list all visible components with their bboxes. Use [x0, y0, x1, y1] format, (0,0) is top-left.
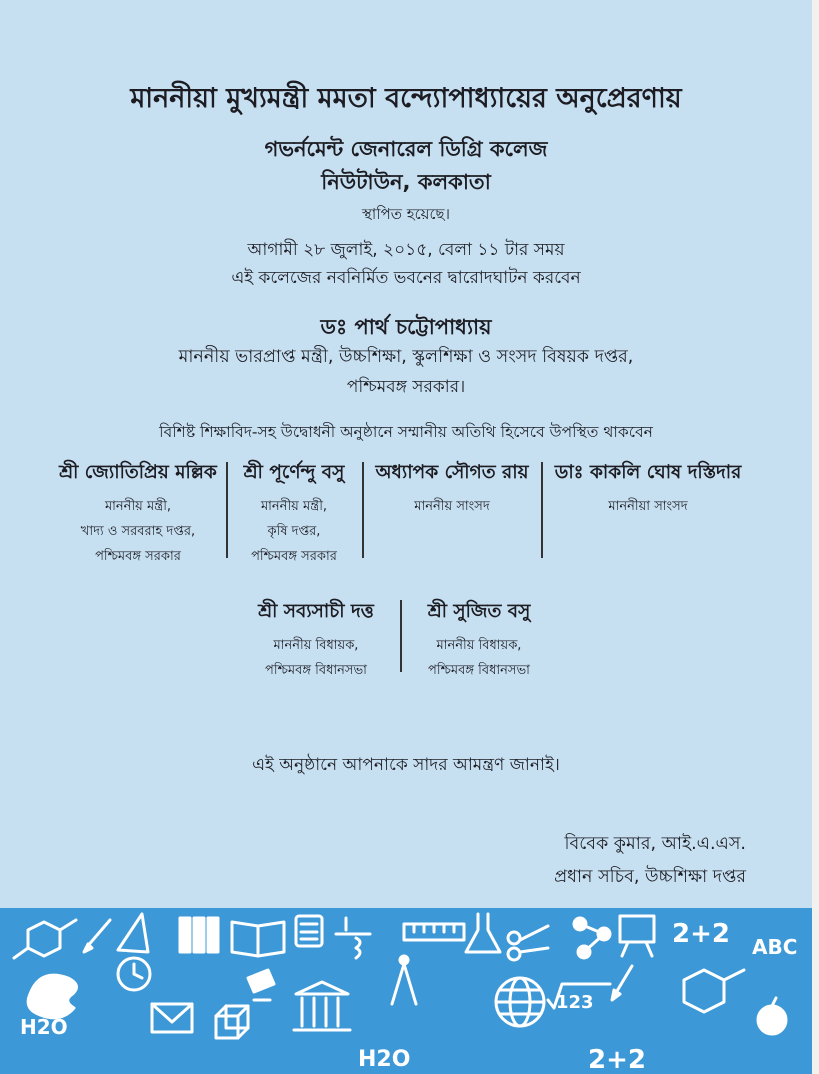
guest-name: ডাঃ কাকলি ঘোষ দস্তিদার: [554, 462, 742, 483]
formula-h2o: H2O: [20, 1015, 68, 1039]
guests-intro: বিশিষ্ট শিক্ষাবিদ-সহ উদ্বোধনী অনুষ্ঠানে সম্মানীয় অতিথি হিসেবে উপস্থিত থাকবেন: [159, 423, 653, 441]
guest-card: [364, 458, 540, 518]
guest-name: শ্রী সব্যসাচী দত্ত: [258, 601, 374, 622]
molecule-icon: [684, 970, 744, 1012]
paper-edge: [812, 0, 819, 1074]
guest-designation: মাননীয় সাংসদ: [414, 499, 490, 514]
college-location: নিউটাউন, কলকাতা: [321, 170, 491, 194]
chief-guest-designation: মাননীয় ভারপ্রাপ্ত মন্ত্রী, উচ্চশিক্ষা, স্কুলশিক্ষা ও সংসদ বিষয়ক দপ্তর,: [178, 347, 634, 367]
envelope-icon: [152, 1004, 192, 1032]
microscope-icon: [248, 970, 274, 1000]
guest-government: পশ্চিমবঙ্গ সরকার: [251, 549, 337, 564]
globe-icon: [496, 978, 544, 1026]
letters-abc: ABC: [752, 935, 798, 959]
molecule-icon: [14, 920, 76, 958]
chief-guest-name: ডঃ পার্থ চট্টোপাধ্যায়: [320, 315, 492, 339]
guest-department: কৃষি দপ্তর,: [267, 524, 321, 539]
divider: [400, 600, 402, 672]
guest-designation: মাননীয় বিধায়ক,: [436, 638, 522, 653]
formula-2plus2: 2+2: [672, 919, 730, 949]
signatory-name: বিবেক কুমার, আই.এ.এস.: [564, 834, 746, 854]
clock-icon: [118, 958, 150, 990]
formula-h2o: H2O: [358, 1047, 411, 1072]
flask-icon: [466, 914, 500, 952]
guest-card: [236, 597, 396, 682]
signatory-title: প্রধান সচিব, উচ্চশিক্ষা দপ্তর: [554, 867, 746, 887]
books-icon: [180, 918, 218, 952]
pen-icon: [612, 966, 632, 1000]
guest-designation: মাননীয় মন্ত্রী,: [260, 499, 328, 514]
guest-government: পশ্চিমবঙ্গ সরকার: [95, 549, 181, 564]
guest-card: [404, 597, 554, 682]
building-icon: [294, 982, 350, 1030]
guest-name: শ্রী পূর্ণেন্দু বসু: [243, 462, 345, 483]
established-text: স্থাপিত হয়েছে।: [362, 205, 450, 223]
chief-guest-government: পশ্চিমবঙ্গ সরকার।: [346, 377, 466, 397]
palette-icon: [28, 975, 76, 1018]
guest-card: [543, 458, 753, 518]
guest-card: [52, 458, 224, 568]
cube-icon: [216, 1006, 248, 1038]
guest-department: খাদ্য ও সরবরাহ দপ্তর,: [80, 524, 196, 539]
open-book-icon: [232, 922, 284, 956]
triangle-ruler-icon: [118, 914, 148, 952]
atom-model-icon: [574, 918, 610, 958]
guest-name: শ্রী জ্যোতিপ্রিয় মল্লিক: [59, 462, 217, 483]
ruler-icon: [404, 924, 464, 940]
scissors-icon: [508, 926, 548, 960]
compass-icon: [392, 956, 416, 1004]
numbers-123: 123: [556, 992, 594, 1013]
guest-designation: মাননীয়া সাংসদ: [608, 499, 688, 514]
education-icons-band: [0, 908, 812, 1074]
guest-government: পশ্চিমবঙ্গ বিধানসভা: [428, 663, 530, 678]
inspiration-headline: মাননীয়া মুখ্যমন্ত্রী মমতা বন্দ্যোপাধ্যায়ের অনুপ্রেরণায়: [130, 83, 682, 114]
event-date-line: আগামী ২৮ জুলাই, ২০১৫, বেলা ১১ টার সময়: [247, 240, 565, 260]
fraction-icon: [336, 918, 370, 958]
guest-designation: মাননীয় বিধায়ক,: [273, 638, 359, 653]
formula-2plus2: 2+2: [588, 1045, 646, 1074]
guest-name: শ্রী সুজিত বসু: [427, 601, 531, 622]
invitation-text: এই অনুষ্ঠানে আপনাকে সাদর আমন্ত্রণ জানাই।: [252, 755, 560, 775]
guest-card: [228, 458, 360, 568]
guest-government: পশ্চিমবঙ্গ বিধানসভা: [265, 663, 367, 678]
guest-designation: মাননীয় মন্ত্রী,: [104, 499, 172, 514]
college-name: গভর্নমেন্ট জেনারেল ডিগ্রি কলেজ: [264, 137, 548, 161]
apple-icon: [758, 998, 786, 1034]
pencil-icon: [84, 920, 110, 952]
inauguration-line: এই কলেজের নবনির্মিত ভবনের দ্বারোদঘাটন করবেন: [231, 268, 581, 288]
calculator-icon: [296, 916, 322, 946]
easel-icon: [620, 916, 654, 956]
guest-name: অধ্যাপক সৌগত রায়: [375, 462, 529, 483]
